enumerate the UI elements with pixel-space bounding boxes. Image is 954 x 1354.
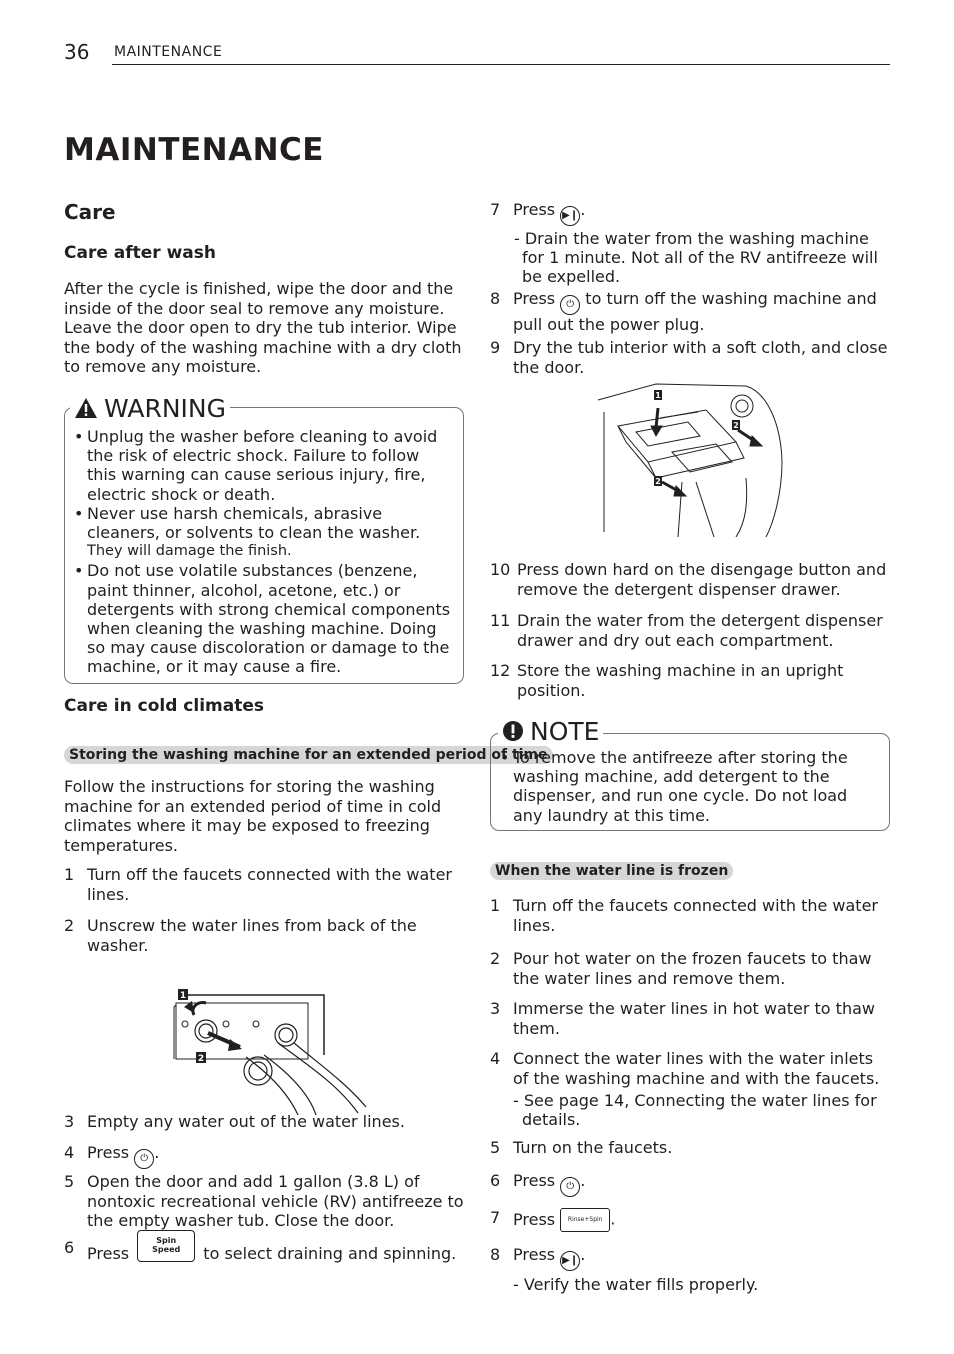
power-icon: ⏻ [560,1177,580,1197]
care-heading: Care [64,200,116,224]
right-step-12: 12 Store the washing machine in an upright position. [490,661,844,700]
note-label: NOTE [530,716,600,746]
warning-item: • Do not use volatile substances (benzene, paint thinner, alcohol, acetone, etc.) or detergents with strong chemical components when cleaning the washing machine. Doing so may cause discoloration or damage to the machine, or it may cause a fire. [74,561,458,676]
warning-header [70,392,230,424]
right-step-8: 8 Press ⏻ to turn off the washing machine and pull out the power plug. [490,289,877,334]
frozen-step-1: 1 Turn off the faucets connected with the water lines. [490,896,878,935]
frozen-step-7: 7 Press Rinse+Spin . [490,1208,890,1232]
frozen-step-2: 2 Pour hot water on the frozen faucets to thaw the water lines and remove them. [490,949,872,988]
care-cold-heading: Care in cold climates [64,696,264,716]
drawer-callout-2: 2 [733,421,739,430]
page-title: MAINTENANCE [64,132,324,168]
warning-triangle-icon [74,397,98,419]
frozen-step-6: 6 Press ⏻ . [490,1171,890,1197]
frozen-pill: When the water line is frozen [490,862,733,880]
warning-item: • Never use harsh chemicals, abrasive cleaners, or solvents to clean the washer. They will damage the finish. [74,504,458,562]
frozen-step-5: 5 Turn on the faucets. [490,1138,673,1157]
right-step-11: 11 Drain the water from the detergent dispenser drawer and dry out each compartment. [490,611,883,650]
note-list [500,748,884,825]
frozen-step-4: 4 Connect the water lines with the water inlets of the washing machine and with the faucets. - See page 14, Connecting the water lines for details. [490,1049,880,1129]
right-step-7: 7 Press ▶❙ . - Drain the water from the washing machine for 1 minute. Not all of the RV antifreeze will be expelled. [490,200,878,286]
hose-callout-2: 2 [197,1054,205,1064]
care-after-wash-heading: Care after wash [64,243,217,263]
cold-step-3: 3 Empty any water out of the water lines. [64,1112,405,1131]
rinse-spin-button-icon: Rinse+Spin [560,1208,610,1232]
note-header [498,716,603,746]
right-step-9: 9 Dry the tub interior with a soft cloth, and close the door. [490,338,888,377]
cold-step-6: 6 Press Spin Speed to select draining and spinning. [64,1230,464,1262]
header-rule [112,64,890,65]
cold-step-2: 2 Unscrew the water lines from back of the washer. [64,916,417,955]
warning-item: • Unplug the washer before cleaning to avoid the risk of electric shock. Failure to follow this warning can cause serious injury, fire, electric shock or death. [74,427,458,504]
cold-step-4: 4 Press ⏻ . [64,1143,464,1169]
dispenser-drawer-figure [596,382,786,537]
frozen-step-3: 3 Immerse the water lines in hot water to thaw them. [490,999,875,1038]
start-pause-icon: ▶❙ [560,1251,580,1271]
note-item: • To remove the antifreeze after storing the washing machine, add detergent to the dispenser, and run one cycle. Do not load any laundry at this time. [500,748,884,825]
hose-callout-1: 1 [179,991,187,1001]
drawer-callout-2b: 2 [655,477,661,486]
warning-label: WARNING [104,393,226,423]
cold-step-1: 1 Turn off the faucets connected with the water lines. [64,865,452,904]
right-step-10: 10 Press down hard on the disengage button and remove the detergent dispenser drawer. [490,560,887,599]
frozen-step-8: 8 Press ▶❙ . - Verify the water fills properly. [490,1245,759,1294]
warning-list [74,427,458,677]
storing-pill: Storing the washing machine for an extended period of time [64,746,553,764]
page-number: 36 [64,40,90,64]
care-after-wash-text: After the cycle is finished, wipe the door and the inside of the door seal to remove any moisture. Leave the door open to dry the tub interior. Wipe the body of the washing machine with a dry cloth to remove any moisture. [64,279,462,376]
start-pause-icon: ▶❙ [560,206,580,226]
cold-step-5: 5 Open the door and add 1 gallon (3.8 L) of nontoxic recreational vehicle (RV) antifreeze to the empty washer tub. Close the door. [64,1172,464,1230]
drawer-callout-1: 1 [655,391,661,400]
power-icon: ⏻ [560,295,580,315]
spin-speed-button-icon: Spin Speed [137,1230,195,1262]
water-lines-figure [168,985,368,1115]
note-exclamation-icon [502,720,524,742]
cold-intro: Follow the instructions for storing the washing machine for an extended period of time in cold climates where it may be exposed to freezing temperatures. [64,777,442,855]
running-header: MAINTENANCE [114,44,223,60]
power-icon: ⏻ [134,1149,154,1169]
